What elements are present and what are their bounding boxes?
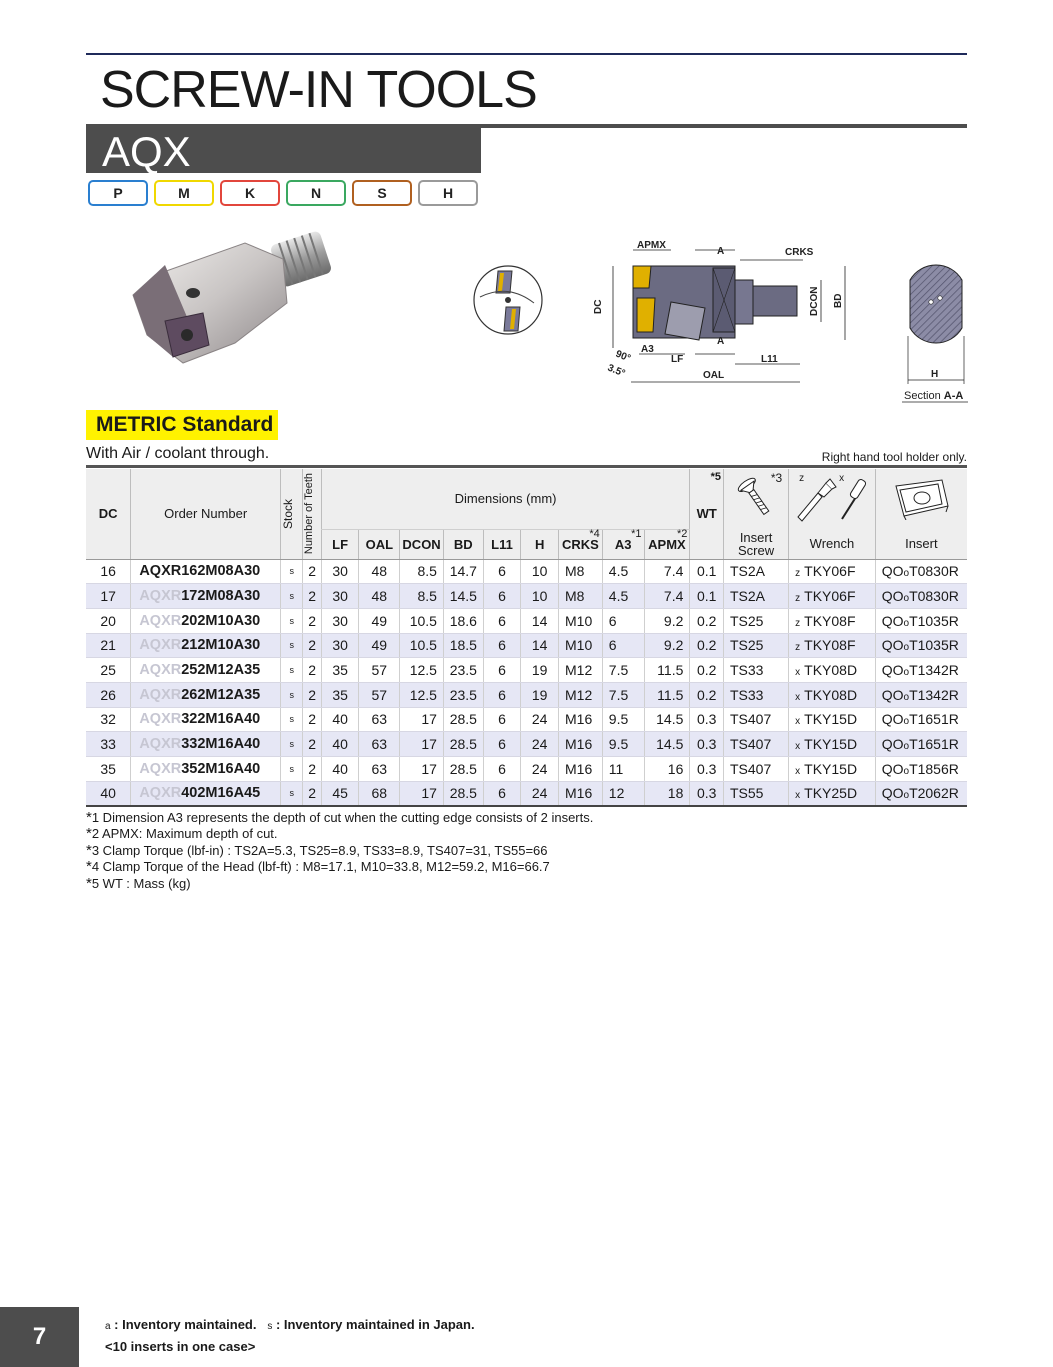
cell-insert-screw: TS33 <box>723 682 788 707</box>
cell-crks: M8 <box>559 559 603 584</box>
col-order-number: Order Number <box>131 469 281 559</box>
cell-a3: 4.5 <box>602 559 644 584</box>
table-row <box>86 658 967 683</box>
cell-wt: 0.3 <box>690 732 724 757</box>
cell-dcon: 8.5 <box>400 584 444 609</box>
cell-wrench: x TKY15D <box>789 707 876 732</box>
cell-stock: s <box>281 559 303 584</box>
cell-crks: M16 <box>559 757 603 782</box>
label-crks: CRKS <box>785 247 814 258</box>
cell-oal: 63 <box>359 707 400 732</box>
cell-insert-screw: TS407 <box>723 707 788 732</box>
cell-teeth: 2 <box>303 707 321 732</box>
cell-wrench: z TKY06F <box>789 559 876 584</box>
cell-insert: QOoT1856R <box>875 757 967 782</box>
cell-dcon: 8.5 <box>400 559 444 584</box>
cell-insert: QOoT1651R <box>875 707 967 732</box>
cell-stock: s <box>281 658 303 683</box>
table-row <box>86 781 967 806</box>
cell-apmx: 7.4 <box>644 584 690 609</box>
cell-dcon: 17 <box>400 707 444 732</box>
cell-insert: QOoT1342R <box>875 682 967 707</box>
cell-h: 10 <box>521 584 559 609</box>
insert-screw-icon <box>181 329 193 341</box>
cell-oal: 63 <box>359 732 400 757</box>
label-l11: L11 <box>761 354 778 365</box>
stock-legend: a : Inventory maintained. s : Inventory maintained in Japan. <10 inserts in one case> <box>105 1315 475 1357</box>
cell-lf: 30 <box>321 584 359 609</box>
section-heading: METRIC Standard <box>96 413 274 436</box>
label-h: H <box>931 369 939 380</box>
cell-insert: QOoT1035R <box>875 633 967 658</box>
cell-dc: 16 <box>86 559 131 584</box>
cell-crks: M16 <box>559 732 603 757</box>
cell-crks: M12 <box>559 682 603 707</box>
cell-a3: 7.5 <box>602 682 644 707</box>
cell-insert-screw: TS407 <box>723 757 788 782</box>
series-name: AQX <box>102 128 191 175</box>
cell-crks: M8 <box>559 584 603 609</box>
cell-lf: 45 <box>321 781 359 806</box>
col-apmx: *2 APMX <box>644 529 690 559</box>
table-row <box>86 757 967 782</box>
cell-lf: 40 <box>321 732 359 757</box>
cell-wt: 0.2 <box>690 633 724 658</box>
product-photo <box>125 225 335 370</box>
cell-order-number: AQXR162M08A30 <box>131 559 281 584</box>
cell-wrench: z TKY08F <box>789 608 876 633</box>
cell-wt: 0.2 <box>690 682 724 707</box>
material-badge: N <box>286 180 346 206</box>
footnote: *3 Clamp Torque (lbf-in) : TS2A=5.3, TS25=8.9, TS33=8.9, TS407=31, TS55=66 <box>86 841 548 859</box>
col-a3: *1 A3 <box>602 529 644 559</box>
cell-lf: 30 <box>321 633 359 658</box>
dimension-drawing <box>585 236 865 386</box>
cell-teeth: 2 <box>303 732 321 757</box>
cell-oal: 68 <box>359 781 400 806</box>
cell-dc: 25 <box>86 658 131 683</box>
cell-apmx: 9.2 <box>644 633 690 658</box>
cell-oal: 48 <box>359 584 400 609</box>
cell-bd: 18.6 <box>443 608 483 633</box>
col-crks: *4 CRKS <box>559 529 603 559</box>
col-dimensions: Dimensions (mm) <box>321 469 690 529</box>
cell-stock: s <box>281 781 303 806</box>
cell-crks: M16 <box>559 707 603 732</box>
spec-table <box>86 469 967 807</box>
cell-l11: 6 <box>483 633 521 658</box>
cell-teeth: 2 <box>303 781 321 806</box>
label-lf: LF <box>671 354 684 365</box>
cell-insert-screw: TS33 <box>723 658 788 683</box>
cell-a3: 9.5 <box>602 707 644 732</box>
col-lf: LF <box>321 529 359 559</box>
cell-wt: 0.3 <box>690 781 724 806</box>
cell-l11: 6 <box>483 584 521 609</box>
cell-stock: s <box>281 633 303 658</box>
cell-l11: 6 <box>483 559 521 584</box>
right-hand-note: Right hand tool holder only. <box>821 450 967 464</box>
cell-order-number: AQXR262M12A35 <box>131 682 281 707</box>
cell-wrench: x TKY08D <box>789 682 876 707</box>
series-band-line <box>481 124 967 128</box>
cell-dc: 26 <box>86 682 131 707</box>
cell-l11: 6 <box>483 707 521 732</box>
cell-a3: 9.5 <box>602 732 644 757</box>
label-oal: OAL <box>703 370 725 381</box>
material-badge: K <box>220 180 280 206</box>
cell-insert: QOoT0830R <box>875 584 967 609</box>
page-number: 7 <box>0 1307 79 1367</box>
cell-a3: 6 <box>602 608 644 633</box>
cell-a3: 6 <box>602 633 644 658</box>
cell-stock: s <box>281 584 303 609</box>
table-row <box>86 633 967 658</box>
cell-dc: 21 <box>86 633 131 658</box>
section-caption: Section A-A <box>904 390 964 402</box>
cell-stock: s <box>281 608 303 633</box>
cell-h: 14 <box>521 633 559 658</box>
cell-h: 24 <box>521 707 559 732</box>
cell-apmx: 18 <box>644 781 690 806</box>
cell-order-number: AQXR212M10A30 <box>131 633 281 658</box>
cell-insert: QOoT1035R <box>875 608 967 633</box>
table-row <box>86 732 967 757</box>
cell-order-number: AQXR172M08A30 <box>131 584 281 609</box>
footnote: *4 Clamp Torque of the Head (lbf-ft) : M8=17.1, M10=33.8, M12=59.2, M16=66.7 <box>86 858 550 876</box>
cell-dcon: 12.5 <box>400 682 444 707</box>
footnote: *1 Dimension A3 represents the depth of cut when the cutting edge consists of 2 inserts. <box>86 809 594 826</box>
material-badges <box>88 180 478 206</box>
cell-l11: 6 <box>483 658 521 683</box>
cell-wrench: x TKY08D <box>789 658 876 683</box>
cell-dcon: 17 <box>400 757 444 782</box>
cell-dc: 33 <box>86 732 131 757</box>
material-badge: H <box>418 180 478 206</box>
cell-a3: 4.5 <box>602 584 644 609</box>
col-insert-icon <box>875 469 967 529</box>
col-h: H <box>521 529 559 559</box>
cell-lf: 40 <box>321 707 359 732</box>
cell-crks: M16 <box>559 781 603 806</box>
cell-order-number: AQXR352M16A40 <box>131 757 281 782</box>
col-wrench-icon: z x <box>789 469 876 529</box>
cell-a3: 11 <box>602 757 644 782</box>
cell-insert-screw: TS25 <box>723 608 788 633</box>
col-dc: DC <box>86 469 131 559</box>
cell-l11: 6 <box>483 757 521 782</box>
section-a-a-drawing <box>900 262 972 404</box>
material-badge: S <box>352 180 412 206</box>
cell-insert: QOoT0830R <box>875 559 967 584</box>
cell-h: 24 <box>521 732 559 757</box>
col-dcon: DCON <box>400 529 444 559</box>
label-bd: BD <box>833 293 844 308</box>
cell-lf: 35 <box>321 682 359 707</box>
material-badge: P <box>88 180 148 206</box>
page-title: SCREW-IN TOOLS <box>100 61 537 119</box>
col-wt: *5 WT <box>690 469 724 559</box>
footnotes <box>86 810 593 892</box>
cell-l11: 6 <box>483 781 521 806</box>
cell-wrench: z TKY08F <box>789 633 876 658</box>
label-angle-3-5: 3.5° <box>605 362 627 380</box>
cell-oal: 57 <box>359 682 400 707</box>
cell-lf: 30 <box>321 608 359 633</box>
col-oal: OAL <box>359 529 400 559</box>
cell-wt: 0.3 <box>690 707 724 732</box>
cell-order-number: AQXR402M16A45 <box>131 781 281 806</box>
col-bd: BD <box>443 529 483 559</box>
cell-order-number: AQXR252M12A35 <box>131 658 281 683</box>
cell-wrench: x TKY25D <box>789 781 876 806</box>
section-subtitle: With Air / coolant through. <box>86 445 270 462</box>
cell-bd: 28.5 <box>443 781 483 806</box>
table-top-rule <box>86 465 967 468</box>
cell-teeth: 2 <box>303 584 321 609</box>
cell-wt: 0.1 <box>690 584 724 609</box>
header-rule <box>86 53 967 55</box>
label-apmx: APMX <box>637 240 666 251</box>
cell-lf: 30 <box>321 559 359 584</box>
cell-insert-screw: TS407 <box>723 732 788 757</box>
cell-stock: s <box>281 732 303 757</box>
cell-l11: 6 <box>483 732 521 757</box>
col-stock: Stock <box>281 469 303 559</box>
label-a-bottom: A <box>717 336 725 347</box>
cell-wt: 0.2 <box>690 658 724 683</box>
cell-teeth: 2 <box>303 682 321 707</box>
cell-insert: QOoT2062R <box>875 781 967 806</box>
label-dc: DC <box>593 299 604 314</box>
cell-apmx: 11.5 <box>644 658 690 683</box>
case-note: <10 inserts in one case> <box>105 1339 256 1354</box>
cell-bd: 14.5 <box>443 584 483 609</box>
cell-stock: s <box>281 682 303 707</box>
cell-insert-screw: TS55 <box>723 781 788 806</box>
cell-insert: QOoT1651R <box>875 732 967 757</box>
cell-l11: 6 <box>483 608 521 633</box>
cell-teeth: 2 <box>303 658 321 683</box>
label-angle-90: 90° <box>613 348 633 365</box>
cell-oal: 49 <box>359 608 400 633</box>
cell-h: 14 <box>521 608 559 633</box>
col-insert: Insert <box>875 529 967 559</box>
cell-dcon: 17 <box>400 732 444 757</box>
cell-stock: s <box>281 707 303 732</box>
cell-dc: 40 <box>86 781 131 806</box>
cell-wt: 0.2 <box>690 608 724 633</box>
cell-bd: 14.7 <box>443 559 483 584</box>
cell-apmx: 9.2 <box>644 608 690 633</box>
cell-h: 24 <box>521 781 559 806</box>
cell-teeth: 2 <box>303 757 321 782</box>
label-dcon: DCON <box>809 286 820 316</box>
cell-h: 19 <box>521 658 559 683</box>
cell-teeth: 2 <box>303 608 321 633</box>
cell-oal: 48 <box>359 559 400 584</box>
col-teeth: Number of Teeth <box>303 469 321 559</box>
cell-wrench: z TKY06F <box>789 584 876 609</box>
cell-h: 24 <box>521 757 559 782</box>
col-insert-screw: Insert Screw <box>723 529 788 559</box>
cell-insert: QOoT1342R <box>875 658 967 683</box>
cell-wrench: x TKY15D <box>789 732 876 757</box>
cell-oal: 57 <box>359 658 400 683</box>
cell-apmx: 14.5 <box>644 732 690 757</box>
cell-order-number: AQXR202M10A30 <box>131 608 281 633</box>
table-row <box>86 707 967 732</box>
cell-apmx: 7.4 <box>644 559 690 584</box>
cell-dcon: 12.5 <box>400 658 444 683</box>
table-row <box>86 584 967 609</box>
cell-oal: 63 <box>359 757 400 782</box>
cell-wt: 0.1 <box>690 559 724 584</box>
table-row <box>86 682 967 707</box>
cell-bd: 18.5 <box>443 633 483 658</box>
table-row <box>86 559 967 584</box>
cutter-end-view <box>468 263 548 343</box>
col-l11: L11 <box>483 529 521 559</box>
cell-wrench: x TKY15D <box>789 757 876 782</box>
cell-h: 19 <box>521 682 559 707</box>
cell-teeth: 2 <box>303 559 321 584</box>
cell-h: 10 <box>521 559 559 584</box>
label-a-top: A <box>717 246 725 257</box>
cell-apmx: 16 <box>644 757 690 782</box>
insert-icon <box>886 476 956 520</box>
footnote: *2 APMX: Maximum depth of cut. <box>86 825 278 843</box>
cell-oal: 49 <box>359 633 400 658</box>
col-insert-screw-icon: *3 <box>723 469 788 529</box>
cell-insert-screw: TS25 <box>723 633 788 658</box>
cell-bd: 28.5 <box>443 707 483 732</box>
cell-crks: M10 <box>559 633 603 658</box>
cell-crks: M10 <box>559 608 603 633</box>
cell-l11: 6 <box>483 682 521 707</box>
cell-order-number: AQXR332M16A40 <box>131 732 281 757</box>
cell-a3: 7.5 <box>602 658 644 683</box>
cell-dc: 17 <box>86 584 131 609</box>
cell-bd: 23.5 <box>443 682 483 707</box>
cell-a3: 12 <box>602 781 644 806</box>
cell-dcon: 10.5 <box>400 633 444 658</box>
table-row <box>86 608 967 633</box>
label-a3: A3 <box>641 344 654 355</box>
cell-wt: 0.3 <box>690 757 724 782</box>
cell-apmx: 11.5 <box>644 682 690 707</box>
spec-table-body <box>86 559 967 806</box>
cell-lf: 35 <box>321 658 359 683</box>
cell-bd: 28.5 <box>443 732 483 757</box>
cell-bd: 28.5 <box>443 757 483 782</box>
cell-dc: 20 <box>86 608 131 633</box>
cell-order-number: AQXR322M16A40 <box>131 707 281 732</box>
cell-dc: 32 <box>86 707 131 732</box>
cell-lf: 40 <box>321 757 359 782</box>
cell-dcon: 10.5 <box>400 608 444 633</box>
cell-teeth: 2 <box>303 633 321 658</box>
cell-bd: 23.5 <box>443 658 483 683</box>
col-wrench: Wrench <box>789 529 876 559</box>
cell-insert-screw: TS2A <box>723 559 788 584</box>
cell-stock: s <box>281 757 303 782</box>
cell-crks: M12 <box>559 658 603 683</box>
cell-insert-screw: TS2A <box>723 584 788 609</box>
footnote: *5 WT : Mass (kg) <box>86 874 191 892</box>
cell-dcon: 17 <box>400 781 444 806</box>
cell-apmx: 14.5 <box>644 707 690 732</box>
cell-dc: 35 <box>86 757 131 782</box>
material-badge: M <box>154 180 214 206</box>
